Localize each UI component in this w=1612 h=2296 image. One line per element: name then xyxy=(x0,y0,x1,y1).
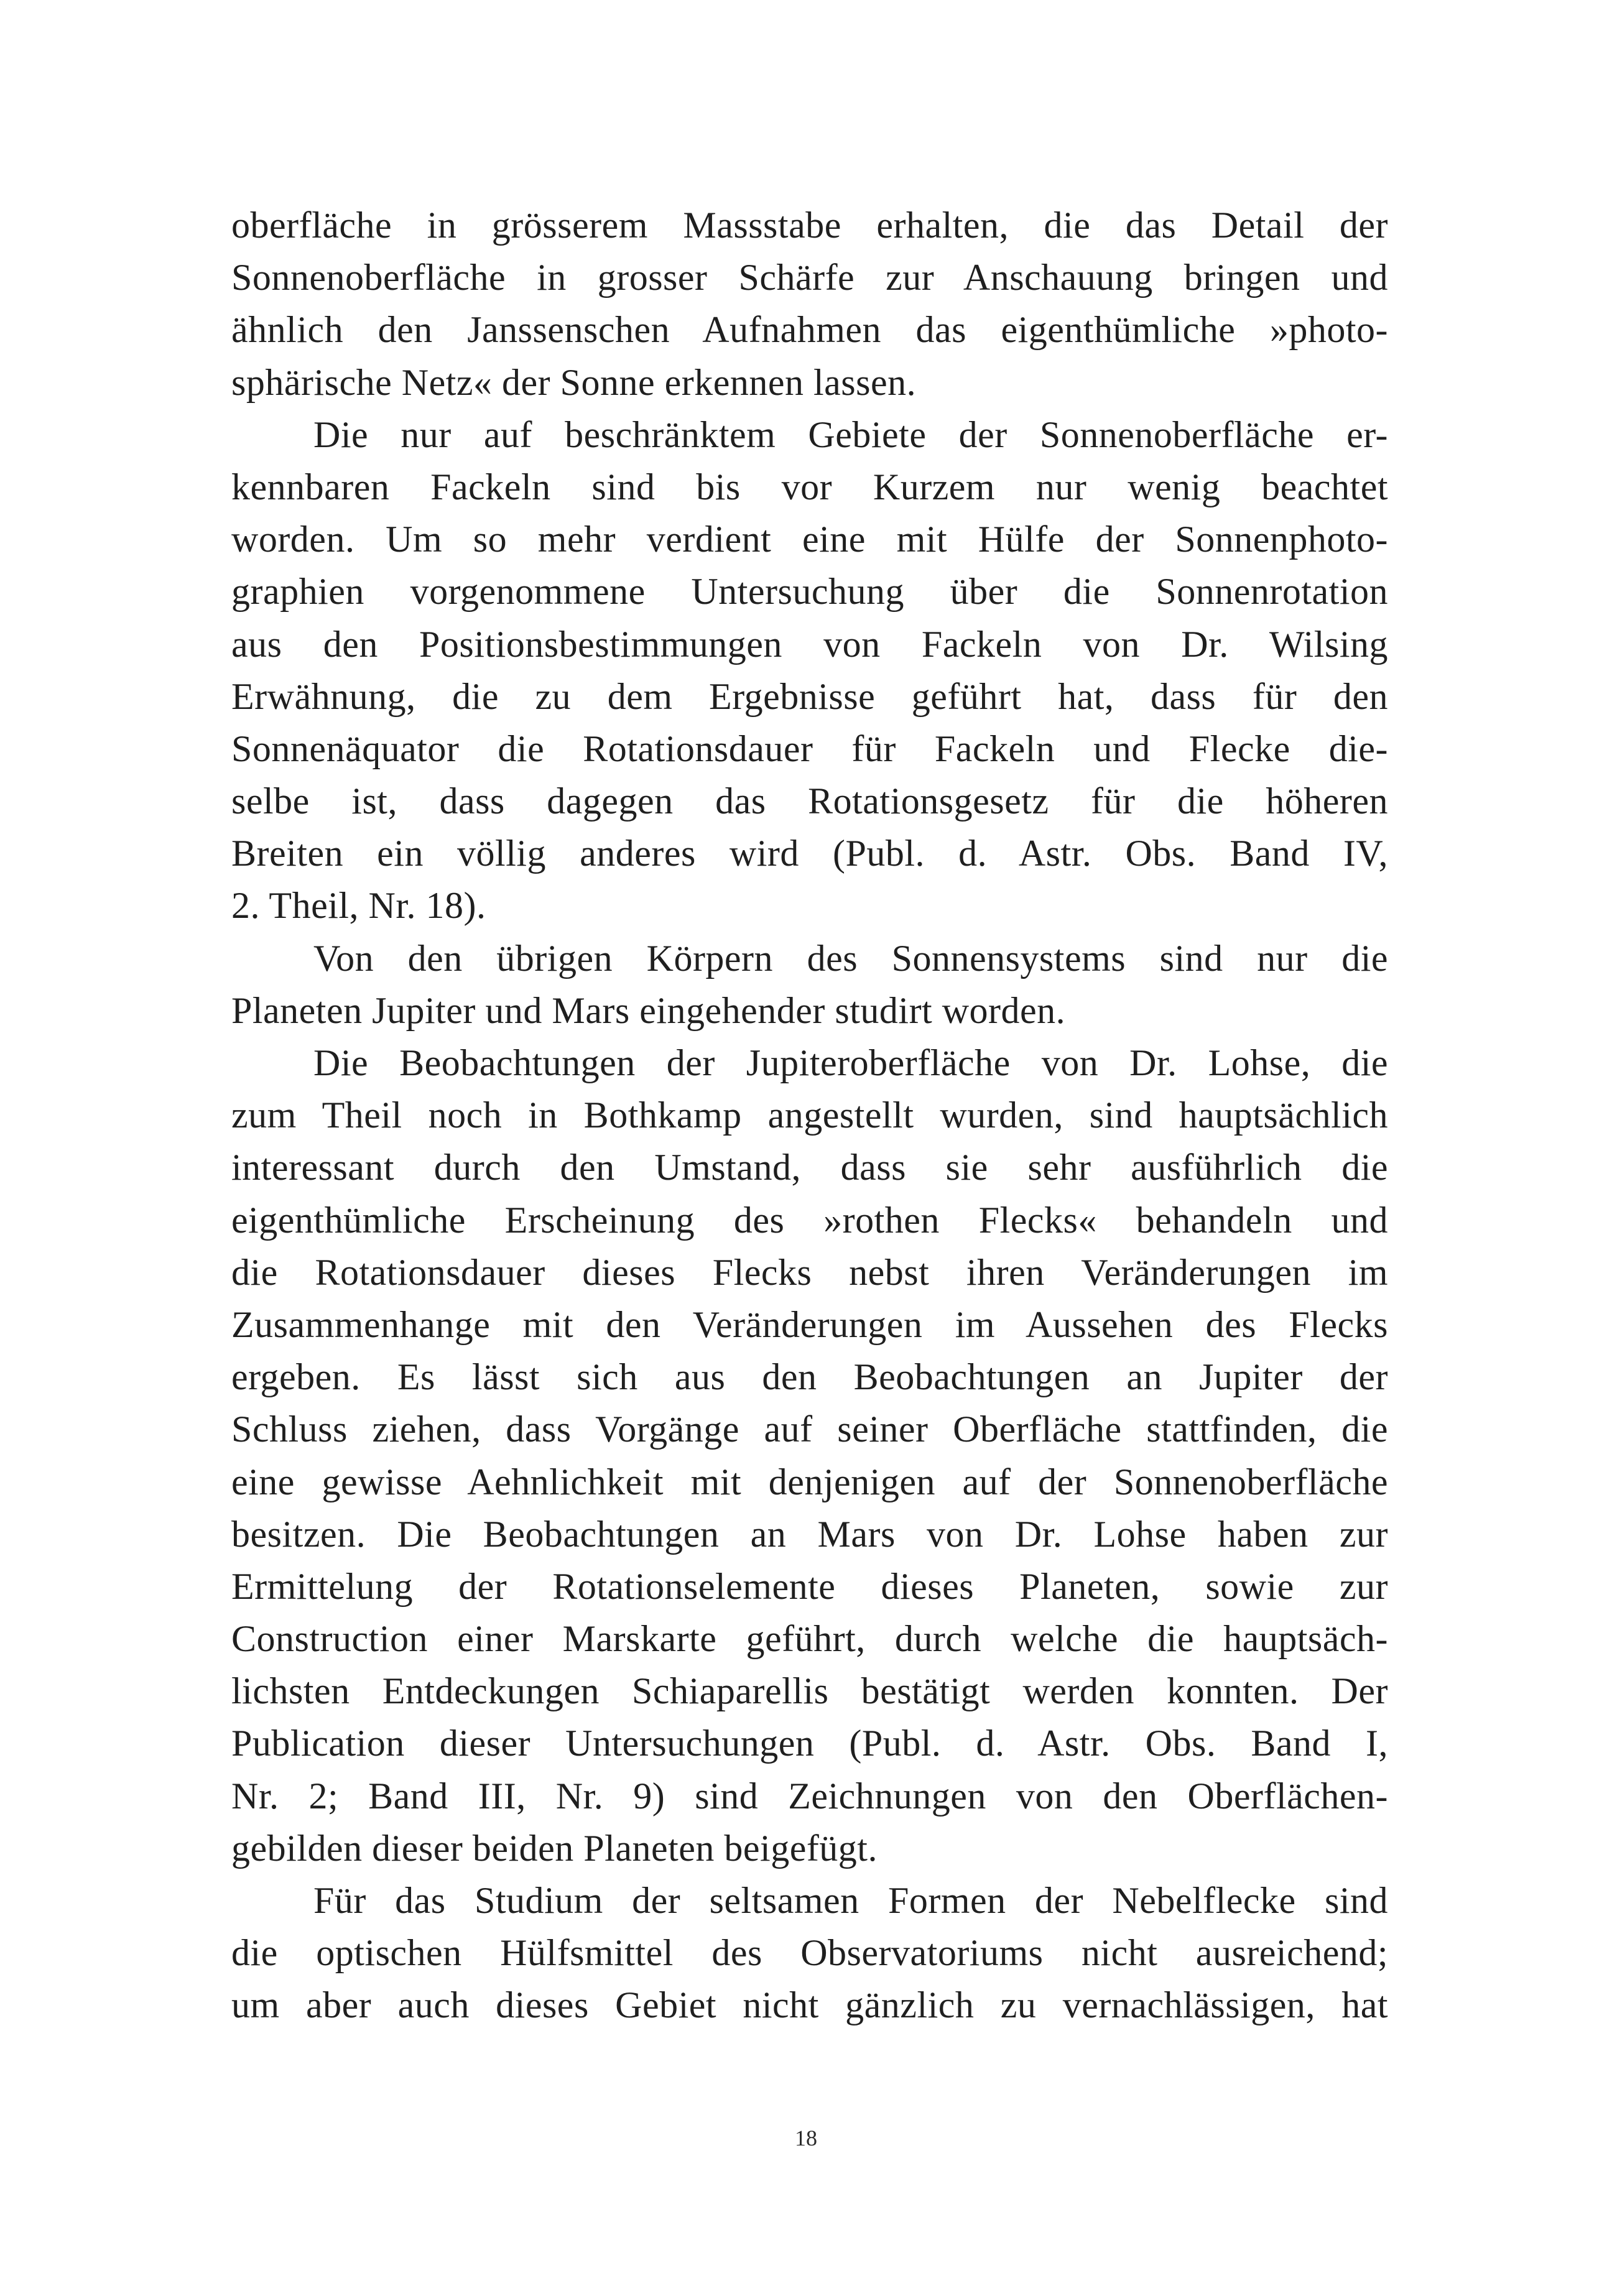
text-line: Zusammenhange mit den Veränderungen im Aussehen des Flecks xyxy=(231,1303,1388,1345)
text-line: Nr. 2; Band III, Nr. 9) sind Zeichnungen von den Oberflächen- xyxy=(231,1775,1388,1817)
text-line: gebilden dieser beiden Planeten beigefügt. xyxy=(231,1827,878,1869)
text-line: aus den Positionsbestimmungen von Fackeln von Dr. Wilsing xyxy=(231,623,1388,665)
text-line: selbe ist, dass dagegen das Rotationsgesetz für die höheren xyxy=(231,780,1388,822)
text-line: kennbaren Fackeln sind bis vor Kurzem nur wenig beachtet xyxy=(231,466,1388,507)
text-line: die Rotationsdauer dieses Flecks nebst ihren Veränderungen im xyxy=(231,1251,1388,1293)
text-line: Construction einer Marskarte geführt, durch welche die hauptsäch- xyxy=(231,1618,1388,1660)
text-line: graphien vorgenommene Untersuchung über die Sonnenrotation xyxy=(231,571,1388,613)
text-line: Breiten ein völlig anderes wird (Publ. d. Astr. Obs. Band IV, xyxy=(231,833,1388,874)
text-line: die optischen Hülfsmittel des Observatoriums nicht ausreichend; xyxy=(231,1932,1388,1974)
text-line: ergeben. Es lässt sich aus den Beobachtungen an Jupiter der xyxy=(231,1356,1388,1398)
text-line: interessant durch den Umstand, dass sie sehr ausführlich die xyxy=(231,1147,1388,1188)
text-line: sphärische Netz« der Sonne erkennen lassen. xyxy=(231,361,917,403)
text-line: Ermittelung der Rotationselemente dieses Planeten, sowie zur xyxy=(231,1565,1388,1607)
text-line: Schluss ziehen, dass Vorgänge auf seiner Oberfläche stattfinden, die xyxy=(231,1409,1388,1450)
text-line: um aber auch dieses Gebiet nicht gänzlich zu vernachlässigen, hat xyxy=(231,1984,1388,2026)
text-line: besitzen. Die Beobachtungen an Mars von Dr. Lohse haben zur xyxy=(231,1513,1388,1555)
text-line: Von den übrigen Körpern des Sonnensystems sind nur die xyxy=(313,937,1388,979)
text-line: lichsten Entdeckungen Schiaparellis bestätigt werden konnten. Der xyxy=(231,1670,1388,1712)
body-text xyxy=(231,199,1388,2032)
text-line: eigenthümliche Erscheinung des »rothen Flecks« behandeln und xyxy=(231,1199,1388,1241)
text-line: 2. Theil, Nr. 18). xyxy=(231,885,486,927)
text-line: Publication dieser Untersuchungen (Publ. d. Astr. Obs. Band I, xyxy=(231,1723,1388,1764)
text-line: Die Beobachtungen der Jupiteroberfläche von Dr. Lohse, die xyxy=(313,1042,1388,1083)
text-line: ähnlich den Janssenschen Aufnahmen das eigenthümliche »photo- xyxy=(231,309,1388,351)
text-line: worden. Um so mehr verdient eine mit Hülfe der Sonnenphoto- xyxy=(231,519,1388,560)
page-number: 18 xyxy=(795,2126,817,2150)
text-line: zum Theil noch in Bothkamp angestellt wurden, sind hauptsächlich xyxy=(231,1095,1388,1136)
text-line: Sonnenoberfläche in grosser Schärfe zur Anschauung bringen und xyxy=(231,257,1388,299)
text-line: Erwähnung, die zu dem Ergebnisse geführt hat, dass für den xyxy=(231,675,1388,717)
text-line: oberfläche in grösserem Massstabe erhalten, die das Detail der xyxy=(231,205,1388,246)
text-line: Die nur auf beschränktem Gebiete der Sonnenoberfläche er- xyxy=(313,414,1388,455)
text-line: Für das Studium der seltsamen Formen der Nebelflecke sind xyxy=(313,1880,1388,1921)
text-line: eine gewisse Aehnlichkeit mit denjenigen auf der Sonnenoberfläche xyxy=(231,1461,1388,1502)
text-line: Planeten Jupiter und Mars eingehender studirt worden. xyxy=(231,989,1066,1031)
text-line: Sonnenäquator die Rotationsdauer für Fackeln und Flecke die- xyxy=(231,728,1388,769)
